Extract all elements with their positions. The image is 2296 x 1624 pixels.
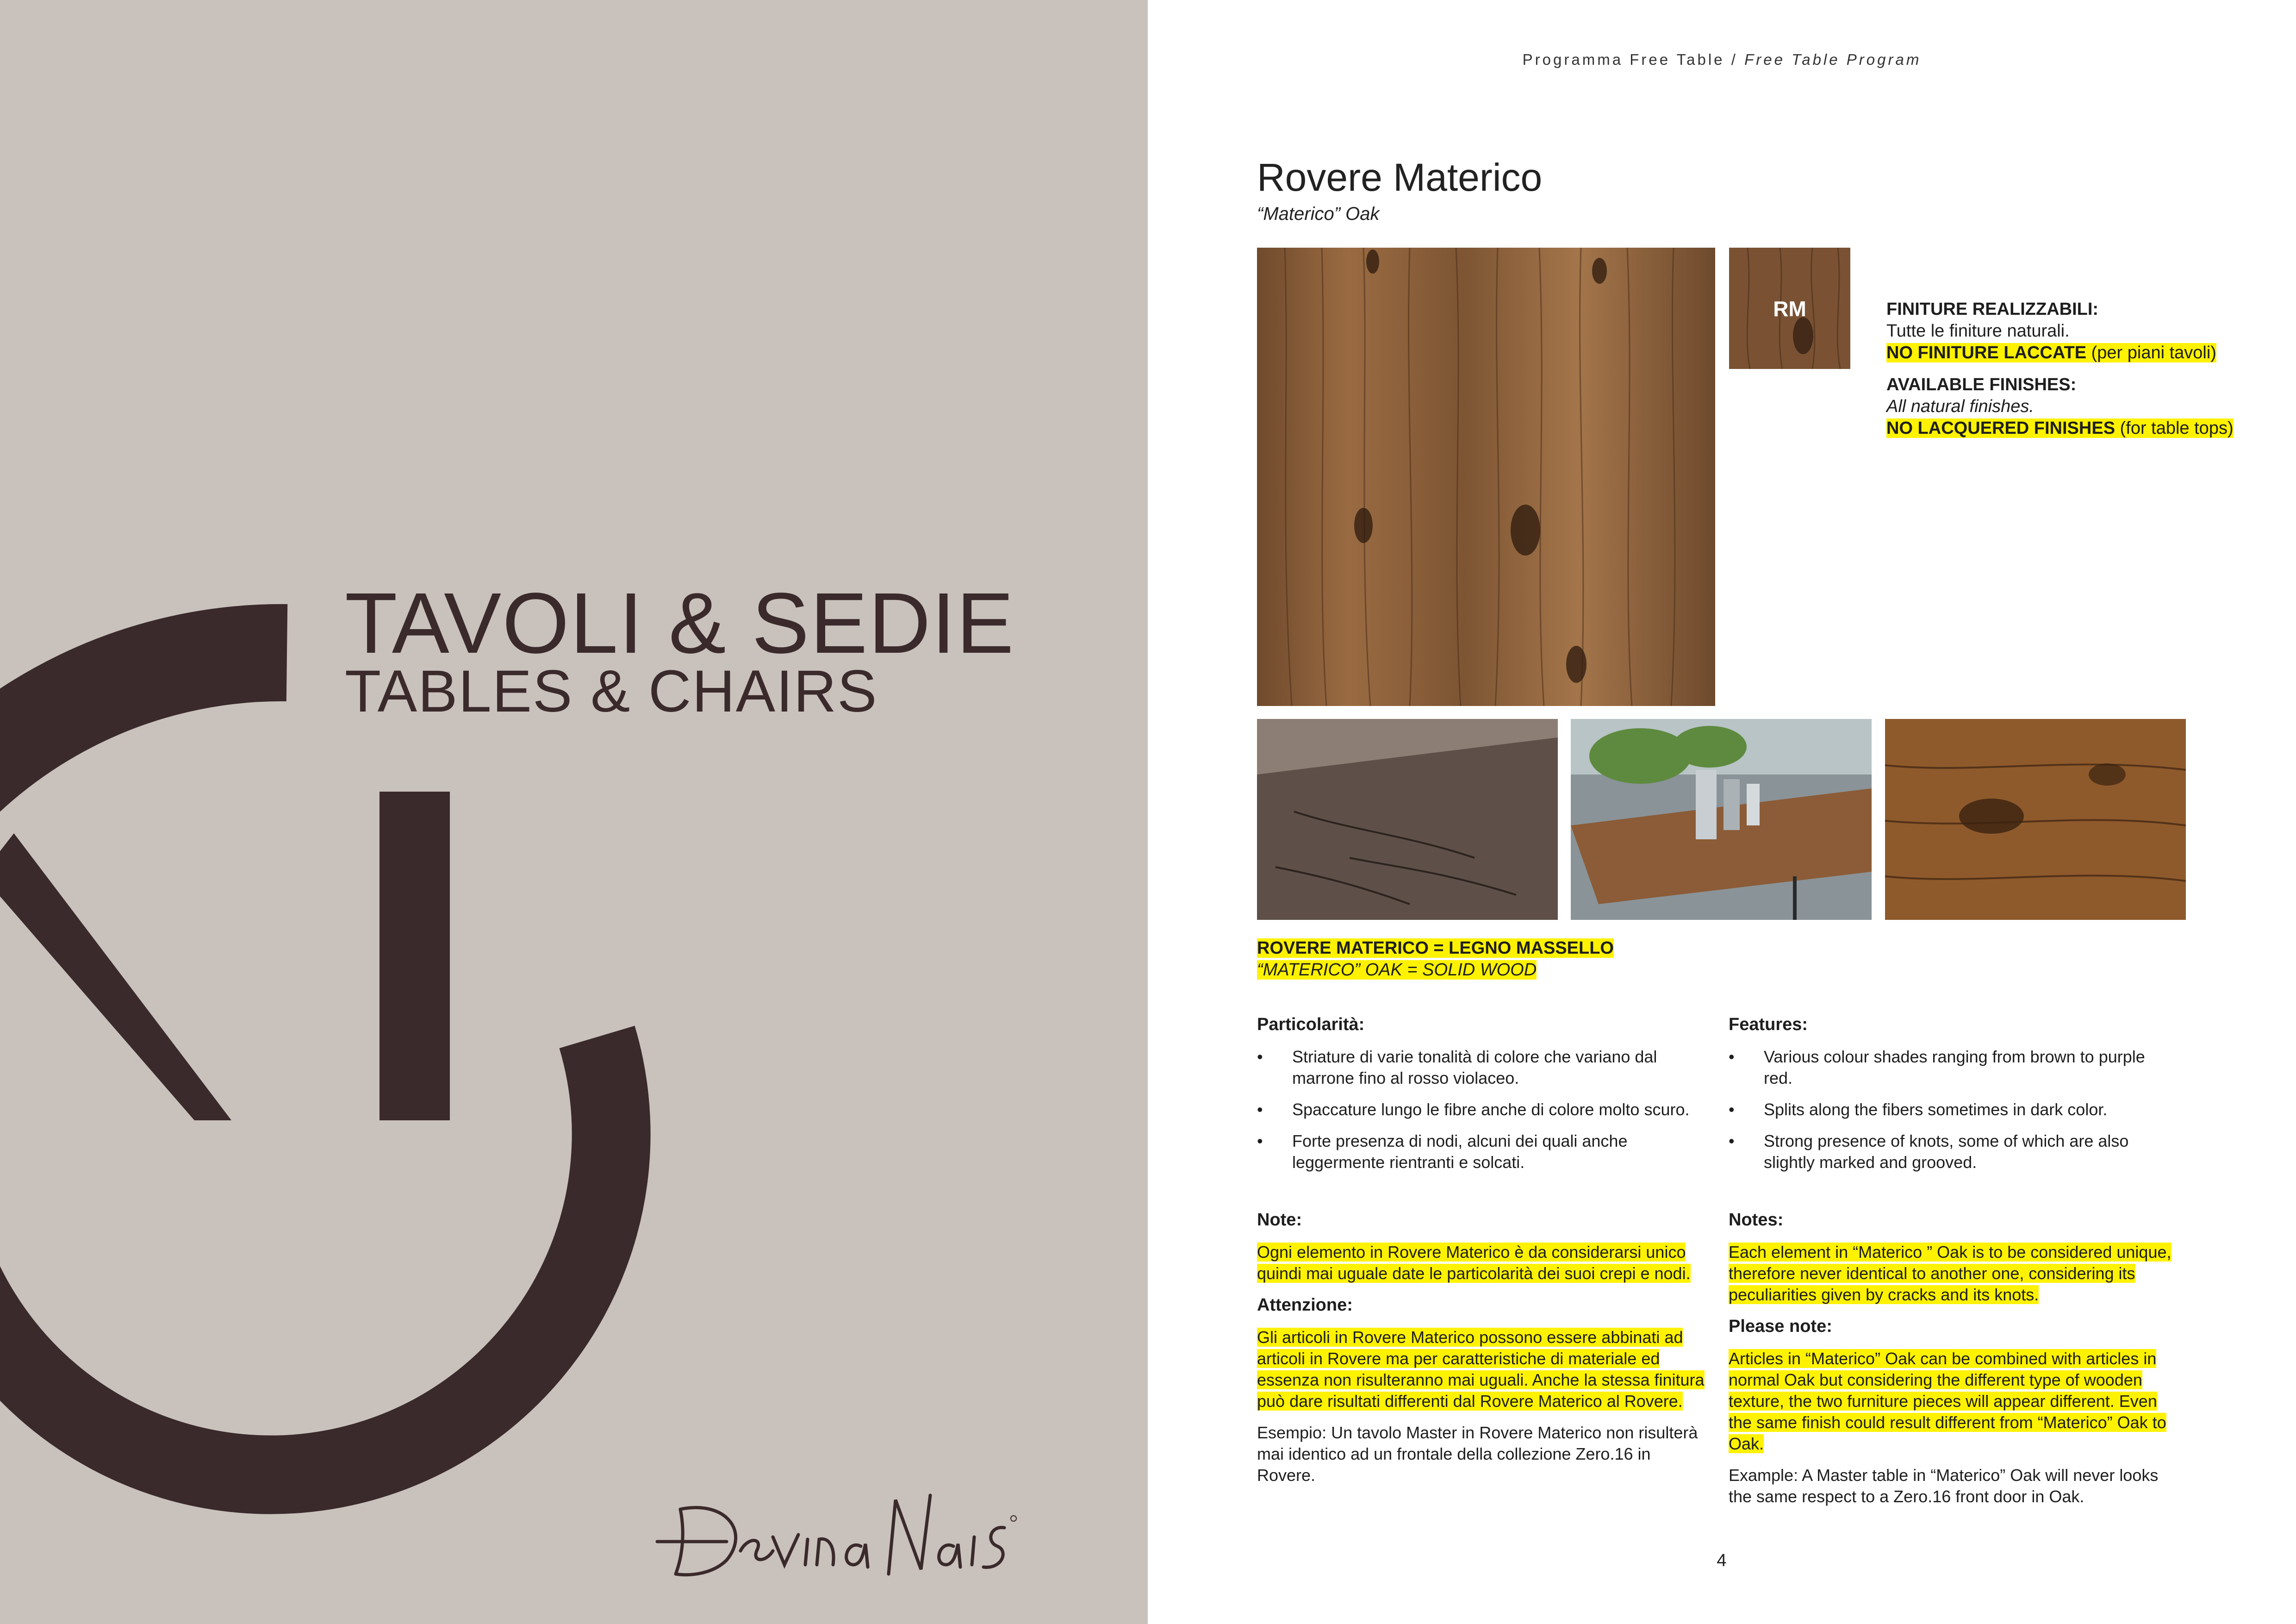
cover-title-english: TABLES & CHAIRS	[345, 658, 878, 725]
identity-italian: ROVERE MATERICO = LEGNO MASSELLO	[1257, 938, 1614, 958]
notes-heading-italian: Note:	[1257, 1210, 1302, 1230]
identity-english: “MATERICO” OAK = SOLID WOOD	[1257, 960, 1537, 980]
attention-heading-italian: Attenzione:	[1257, 1295, 1353, 1315]
list-item: • Strong presence of knots, some of which are also slightly marked and grooved.	[1729, 1131, 2129, 1172]
finishes-heading-english: AVAILABLE FINISHES:	[1886, 375, 2077, 394]
finishes-block	[1886, 299, 2280, 439]
program-separator: /	[1724, 51, 1745, 68]
example-text-english: Example: A Master table in “Materico” Oak will never looks the same respect to a Zero.16 front door in Oak.	[1729, 1466, 2159, 1506]
product-subtitle: “Materico” Oak	[1257, 204, 1380, 224]
page-number: 4	[1717, 1551, 1727, 1570]
notes-heading-english: Notes:	[1729, 1210, 1784, 1230]
identity-statement	[1257, 937, 1614, 981]
attention-heading-english: Please note:	[1729, 1317, 1832, 1336]
finishes-text-italian: Tutte le finiture naturali.	[1886, 321, 2070, 341]
program-label-italian: Programma Free Table	[1522, 51, 1725, 68]
cover-title-italian: TAVOLI & SEDIE	[345, 575, 1015, 671]
list-item: • Forte presenza di nodi, alcuni dei quali anche leggermente rientranti e solcati.	[1257, 1131, 1628, 1172]
list-item: • Spaccature lungo le fibre anche di colore molto scuro.	[1257, 1100, 1690, 1119]
finish-code-label: RM	[1773, 297, 1806, 321]
oak-knots-closeup-photo	[1885, 719, 2186, 920]
list-item: • Striature di varie tonalità di colore che variano dal marrone fino al rosso violaceo.	[1257, 1047, 1657, 1087]
list-item: • Various colour shades ranging from brown to purple red.	[1729, 1047, 2145, 1087]
finishes-warning-note-english: (for table tops)	[2115, 418, 2234, 438]
attention-text-english: Articles in “Materico” Oak can be combined with articles in normal Oak but considering the different type of wooden texture, the two furniture pieces will appear different. Even the same finish could result different from “Materico” Oak to Oak.	[1729, 1349, 2166, 1453]
finishes-warning-note-italian: (per piani tavoli)	[2086, 343, 2216, 362]
finishes-warning-italian: NO FINITURE LACCATE	[1886, 343, 2087, 362]
list-item: • Splits along the fibers sometimes in dark color.	[1729, 1100, 2108, 1119]
finishes-text-english: All natural finishes.	[1886, 397, 2034, 416]
attention-text-italian: Gli articoli in Rovere Materico possono essere abbinati ad articoli in Rovere ma per caratteristiche di materiale ed essenza non risulteranno mai uguali. Anche la stessa finitura può dare risultati differenti dal Rovere Materico al Rovere.	[1257, 1328, 1705, 1411]
notes-text-english: Each element in “Materico ” Oak is to be considered unique, therefore never identical to another one, considering its peculiarities given by cracks and its knots.	[1729, 1243, 2172, 1304]
program-label-english: Free Table Program	[1744, 51, 1922, 68]
features-heading-english: Features:	[1729, 1015, 1808, 1034]
features-italian	[1257, 1014, 1706, 1183]
features-english	[1729, 1014, 2178, 1183]
example-text-italian: Esempio: Un tavolo Master in Rovere Materico non risulterà mai identico ad un frontale della collezione Zero.16 in Rovere.	[1257, 1423, 1698, 1485]
wood-crack-closeup-photo	[1257, 719, 1558, 920]
product-title: Rovere Materico	[1257, 156, 1543, 199]
notes-english	[1729, 1209, 2178, 1518]
notes-italian	[1257, 1209, 1706, 1496]
finishes-warning-english: NO LACQUERED FINISHES	[1886, 418, 2116, 438]
finishes-heading-italian: FINITURE REALIZZABILI:	[1886, 300, 2099, 319]
notes-text-italian: Ogni elemento in Rovere Materico è da considerarsi unico quindi mai uguale date le particolarità dei suoi crepi e nodi.	[1257, 1243, 1691, 1283]
program-header	[1148, 51, 2296, 69]
table-with-vases-photo	[1571, 719, 1872, 920]
oak-texture-image	[1257, 248, 1715, 706]
brand-signature-logo	[648, 1481, 1018, 1588]
features-heading-italian: Particolarità:	[1257, 1015, 1365, 1034]
